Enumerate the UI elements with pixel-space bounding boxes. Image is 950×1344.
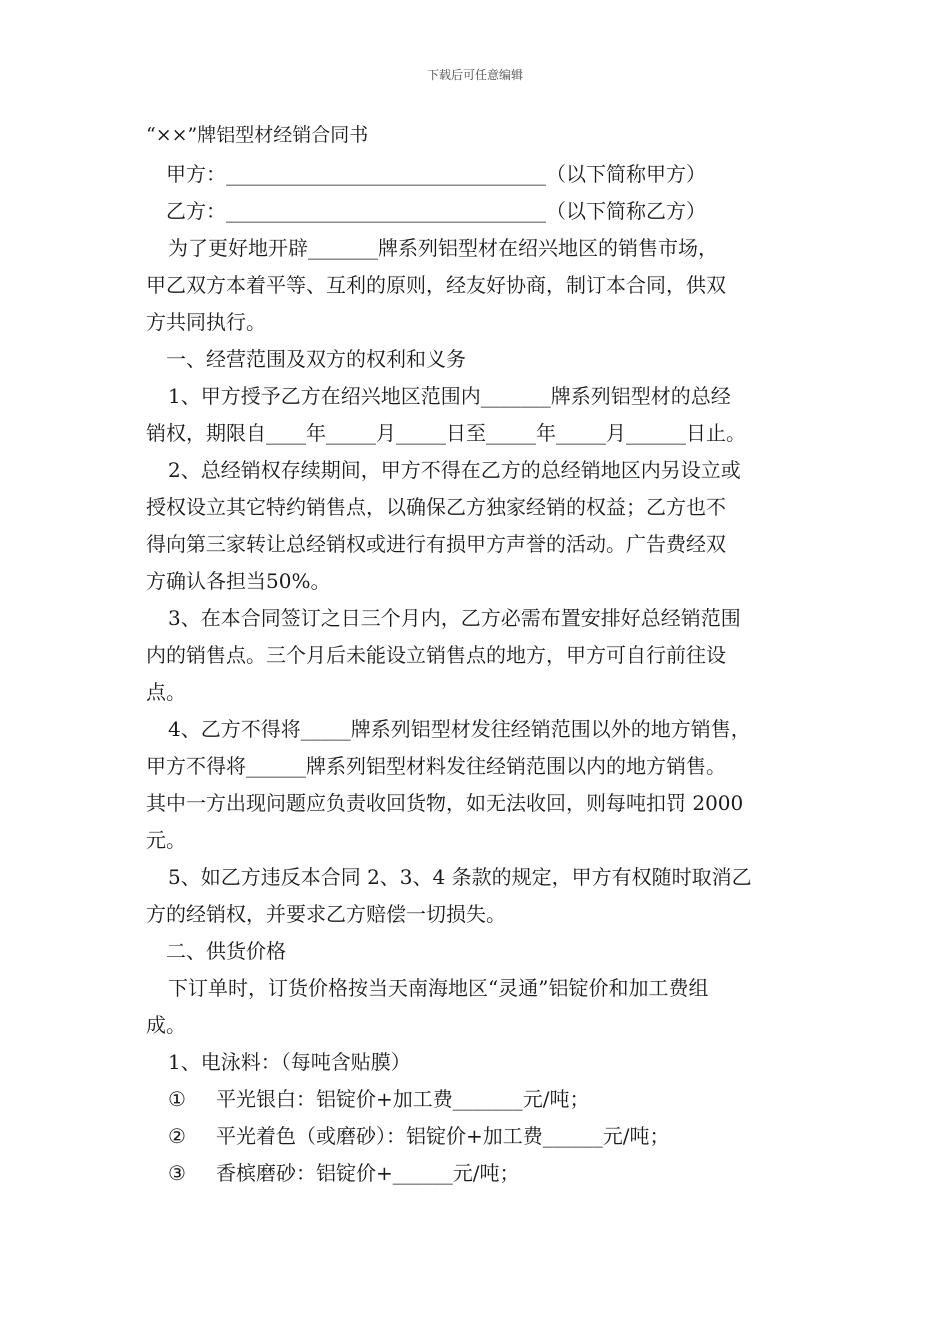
intro-line-2: 甲乙双方本着平等、互利的原则，经友好协商，制订本合同，供双 [146,273,726,297]
section-heading-2: 二、供货价格 [166,939,286,963]
clause-2-line-3: 得向第三家转让总经销权或进行有损甲方声誉的活动。广告费经双 [146,532,726,556]
circled-number-marker: ② [168,1124,186,1148]
clause-1-line-2: 销权，期限自____年_____月_____日至_____年_____月______日止。 [146,421,746,445]
clause-4-line-2: 甲方不得将______牌系列铝型材料发往经销范围以内的地方销售。 [146,754,726,778]
price-item-text: 平光银白：铝锭价+加工费_______元/吨； [216,1087,590,1111]
page-header-note: 下载后可任意编辑 [426,68,523,82]
clause-2-line-1: 2、总经销权存续期间，甲方不得在乙方的总经销地区内另设立或 [168,458,741,482]
clause-4-line-4: 元。 [146,828,186,852]
circled-number-marker: ③ [168,1161,186,1185]
clause-3-line-2: 内的销售点。三个月后未能设立销售点的地方，甲方可自行前往设 [146,643,726,667]
electrophoresis-heading: 1、电泳料：（每吨含贴膜） [168,1050,411,1074]
price-item [146,1118,816,1155]
clause-5-line-1: 5、如乙方违反本合同 2、3、4 条款的规定，甲方有权随时取消乙 [168,865,752,889]
price-item-text: 香槟磨砂：铝锭价+______元/吨； [216,1161,520,1185]
party-a-line: 甲方：________________________________（以下简称甲方） [166,162,706,186]
circled-number-marker: ① [168,1087,186,1111]
contract-title: “××”牌铝型材经销合同书 [146,124,369,146]
clause-5-line-2: 方的经销权，并要求乙方赔偿一切损失。 [146,902,506,926]
section-heading-1: 一、经营范围及双方的权利和义务 [166,347,466,371]
pricing-line-1: 下订单时，订货价格按当天南海地区“灵通”铝锭价和加工费组 [168,976,709,1000]
clause-2-line-2: 授权设立其它特约销售点，以确保乙方独家经销的权益；乙方也不 [146,495,726,519]
clause-4-line-1: 4、乙方不得将_____牌系列铝型材发往经销范围以外的地方销售， [168,717,751,741]
party-b-line: 乙方：________________________________（以下简称乙方） [166,199,706,223]
clause-3-line-1: 3、在本合同签订之日三个月内，乙方必需布置安排好总经销范围 [168,606,741,630]
clause-4-line-3: 其中一方出现问题应负责收回货物，如无法收回，则每吨扣罚 2000 [146,791,744,815]
intro-line-3: 方共同执行。 [146,310,266,334]
pricing-line-2: 成。 [146,1013,186,1037]
clause-2-line-4: 方确认各担当50%。 [146,569,331,593]
clause-3-line-3: 点。 [146,680,186,704]
intro-line-1: 为了更好地开辟_______牌系列铝型材在绍兴地区的销售市场， [168,236,718,260]
contract-body [146,120,816,1192]
price-item-text: 平光着色（或磨砂）：铝锭价+加工费______元/吨； [216,1124,670,1148]
price-item [146,1081,816,1118]
clause-1-line-1: 1、甲方授予乙方在绍兴地区范围内_______牌系列铝型材的总经 [168,384,731,408]
price-item [146,1155,816,1192]
